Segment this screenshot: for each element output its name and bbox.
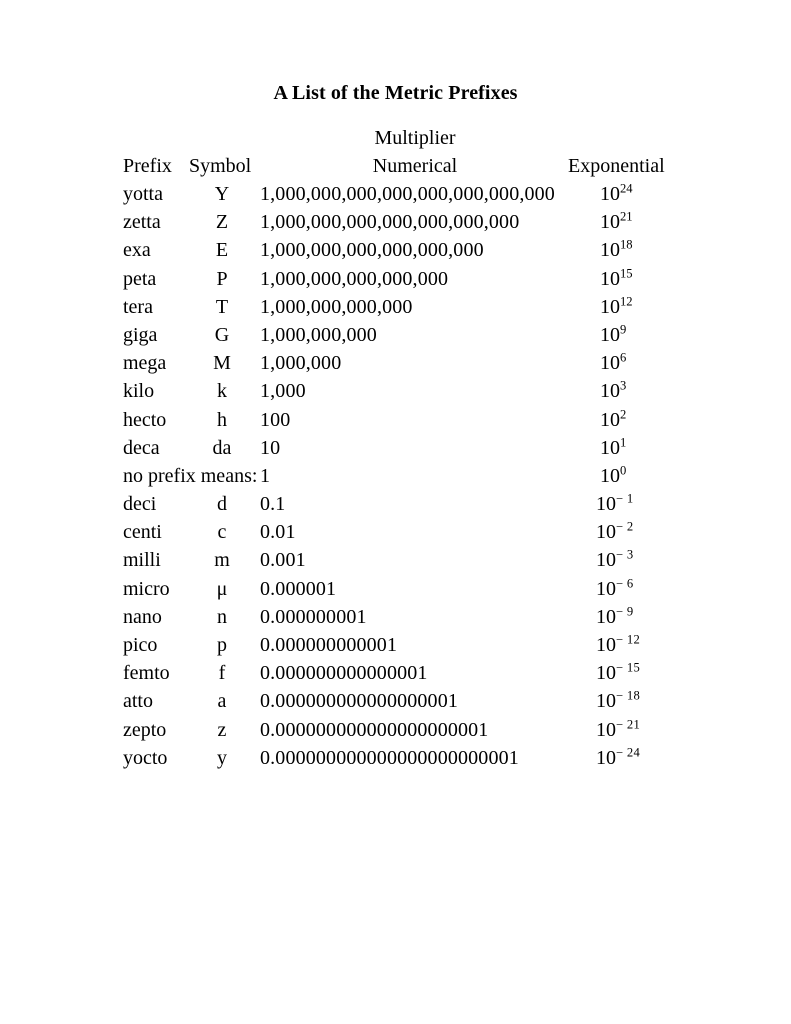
exponential-base: 10 bbox=[596, 634, 616, 656]
cell-prefix: nano bbox=[123, 605, 162, 628]
exponential-exponent: − 3 bbox=[616, 547, 634, 562]
cell-prefix: zepto bbox=[123, 718, 167, 741]
cell-exponential bbox=[600, 380, 626, 403]
exponential-exponent: 1 bbox=[620, 435, 627, 450]
table-row bbox=[0, 352, 791, 380]
table-row bbox=[0, 662, 791, 690]
cell-numerical: 1,000,000,000,000,000,000,000 bbox=[260, 211, 520, 234]
exponential-base: 10 bbox=[600, 380, 620, 403]
cell-exponential bbox=[600, 296, 633, 319]
cell-numerical: 0.1 bbox=[260, 493, 286, 516]
metric-prefix-table-body bbox=[0, 183, 791, 775]
table-row bbox=[0, 690, 791, 718]
cell-symbol: E bbox=[215, 239, 229, 262]
cell-numerical: 0.000000001 bbox=[260, 605, 367, 628]
exponential-base: 10 bbox=[596, 493, 616, 516]
exponential-base: 10 bbox=[596, 690, 616, 713]
cell-prefix: hecto bbox=[123, 408, 167, 431]
exponential-exponent: 12 bbox=[620, 294, 633, 309]
cell-prefix: pico bbox=[123, 634, 158, 656]
exponential-base: 10 bbox=[596, 605, 616, 628]
cell-prefix: giga bbox=[123, 323, 158, 346]
cell-exponential bbox=[600, 324, 626, 347]
table-row bbox=[0, 549, 791, 577]
cell-prefix: zetta bbox=[123, 211, 161, 234]
cell-numerical: 1,000,000,000,000 bbox=[260, 295, 413, 318]
table-row bbox=[0, 575, 791, 606]
exponential-exponent: − 15 bbox=[616, 660, 641, 675]
cell-symbol: m bbox=[214, 549, 230, 572]
cell-numerical: 0.000000000000000000000001 bbox=[260, 746, 519, 769]
cell-symbol: z bbox=[217, 718, 227, 741]
cell-prefix: atto bbox=[123, 690, 153, 713]
table-row bbox=[0, 183, 791, 211]
table-row bbox=[0, 747, 791, 775]
cell-numerical: 1,000,000 bbox=[260, 352, 342, 375]
cell-exponential bbox=[600, 465, 626, 488]
exponential-base: 10 bbox=[596, 549, 616, 572]
cell-prefix: mega bbox=[123, 352, 167, 375]
cell-exponential bbox=[596, 662, 640, 685]
exponential-exponent: − 2 bbox=[616, 519, 634, 534]
table-row bbox=[0, 296, 791, 324]
cell-exponential bbox=[600, 437, 626, 460]
table-header-row bbox=[0, 155, 791, 181]
cell-numerical: 0.000000000000001 bbox=[260, 662, 428, 685]
cell-numerical: 1,000 bbox=[260, 380, 306, 403]
cell-numerical: 0.000000000001 bbox=[260, 634, 398, 656]
cell-symbol: G bbox=[214, 323, 230, 346]
table-row bbox=[0, 324, 791, 352]
exponential-exponent: 15 bbox=[620, 265, 633, 280]
table-row bbox=[0, 437, 791, 465]
cell-numerical: 1,000,000,000,000,000,000,000,000 bbox=[260, 183, 555, 205]
cell-symbol: k bbox=[217, 380, 227, 403]
exponential-exponent: 9 bbox=[620, 322, 627, 337]
cell-exponential bbox=[596, 521, 633, 544]
cell-prefix: femto bbox=[123, 662, 170, 685]
cell-numerical: 0.000001 bbox=[260, 577, 337, 600]
exponential-base: 10 bbox=[600, 464, 620, 487]
cell-symbol: da bbox=[212, 436, 232, 459]
exponential-exponent: − 12 bbox=[616, 632, 641, 647]
cell-numerical: 0.000000000000000000001 bbox=[260, 718, 489, 741]
exponential-exponent: − 21 bbox=[616, 716, 641, 731]
exponential-exponent: − 9 bbox=[616, 604, 634, 619]
table-row bbox=[0, 380, 791, 408]
exponential-exponent: − 6 bbox=[616, 575, 634, 590]
cell-symbol: M bbox=[213, 352, 231, 375]
cell-exponential bbox=[600, 239, 633, 262]
table-row bbox=[0, 265, 791, 296]
exponential-base: 10 bbox=[600, 436, 620, 459]
cell-prefix: micro bbox=[123, 577, 170, 600]
exponential-base: 10 bbox=[600, 267, 620, 290]
cell-symbol: p bbox=[217, 634, 227, 656]
cell-numerical: 100 bbox=[260, 408, 291, 431]
column-header-exponential: Exponential bbox=[568, 155, 665, 177]
cell-numerical: 1,000,000,000,000,000 bbox=[260, 267, 449, 290]
table-row bbox=[0, 211, 791, 239]
cell-numerical: 1,000,000,000 bbox=[260, 323, 377, 346]
cell-numerical: 0.01 bbox=[260, 521, 296, 544]
exponential-base: 10 bbox=[600, 183, 620, 205]
cell-prefix: peta bbox=[123, 267, 157, 290]
cell-symbol: μ bbox=[216, 577, 228, 600]
cell-numerical: 0.000000000000000001 bbox=[260, 690, 458, 713]
column-header-symbol: Symbol bbox=[189, 155, 252, 177]
column-header-numerical: Numerical bbox=[372, 155, 458, 177]
exponential-exponent: 3 bbox=[620, 378, 627, 393]
column-group-header-multiplier: Multiplier bbox=[374, 127, 456, 149]
exponential-base: 10 bbox=[596, 662, 616, 685]
exponential-exponent: 6 bbox=[620, 350, 627, 365]
cell-prefix: yocto bbox=[123, 746, 168, 769]
exponential-base: 10 bbox=[596, 577, 616, 600]
exponential-exponent: − 24 bbox=[616, 745, 641, 760]
cell-prefix: centi bbox=[123, 521, 162, 544]
cell-prefix: deci bbox=[123, 493, 157, 516]
exponential-base: 10 bbox=[600, 239, 620, 262]
cell-prefix: yotta bbox=[123, 183, 163, 205]
cell-exponential bbox=[600, 265, 633, 291]
exponential-exponent: 18 bbox=[620, 237, 633, 252]
cell-numerical: 1 bbox=[260, 464, 271, 487]
exponential-base: 10 bbox=[596, 746, 616, 769]
cell-exponential bbox=[596, 747, 640, 770]
cell-prefix: exa bbox=[123, 239, 151, 262]
cell-exponential bbox=[596, 634, 640, 657]
exponential-base: 10 bbox=[600, 211, 620, 234]
cell-exponential bbox=[596, 549, 633, 572]
cell-symbol: c bbox=[217, 521, 227, 544]
cell-numerical: 1,000,000,000,000,000,000 bbox=[260, 239, 484, 262]
exponential-exponent: 2 bbox=[620, 406, 627, 421]
table-row bbox=[0, 634, 791, 662]
column-header-prefix: Prefix bbox=[123, 155, 172, 177]
exponential-exponent: − 18 bbox=[616, 688, 641, 703]
cell-symbol: h bbox=[217, 408, 227, 431]
cell-symbol: y bbox=[217, 746, 227, 769]
cell-exponential bbox=[600, 211, 633, 234]
cell-symbol: n bbox=[217, 605, 227, 628]
table-row bbox=[0, 606, 791, 634]
exponential-exponent: 24 bbox=[620, 181, 633, 196]
cell-numerical: 10 bbox=[260, 436, 281, 459]
cell-prefix: tera bbox=[123, 295, 153, 318]
cell-exponential bbox=[600, 352, 626, 375]
cell-exponential bbox=[596, 716, 641, 742]
exponential-base: 10 bbox=[600, 408, 620, 431]
table-row bbox=[0, 716, 791, 747]
cell-prefix: deca bbox=[123, 436, 160, 459]
cell-exponential bbox=[600, 183, 633, 206]
cell-exponential bbox=[600, 406, 627, 432]
exponential-base: 10 bbox=[600, 295, 620, 318]
exponential-exponent: 21 bbox=[620, 209, 633, 224]
cell-symbol: d bbox=[217, 493, 227, 516]
cell-symbol: Y bbox=[214, 183, 230, 205]
exponential-base: 10 bbox=[600, 352, 620, 375]
no-prefix-note: no prefix means: bbox=[123, 464, 258, 487]
exponential-base: 10 bbox=[596, 521, 616, 544]
exponential-exponent: 0 bbox=[620, 463, 627, 478]
page-title: A List of the Metric Prefixes bbox=[273, 82, 518, 104]
cell-prefix: milli bbox=[123, 549, 161, 572]
table-row bbox=[0, 521, 791, 549]
cell-exponential bbox=[596, 493, 633, 516]
cell-numerical: 0.001 bbox=[260, 549, 306, 572]
table-row bbox=[0, 465, 791, 493]
cell-exponential bbox=[596, 606, 633, 629]
table-row bbox=[0, 493, 791, 521]
table-row bbox=[0, 239, 791, 267]
cell-symbol: T bbox=[215, 295, 229, 318]
cell-symbol: a bbox=[217, 690, 227, 713]
cell-prefix: kilo bbox=[123, 380, 155, 403]
exponential-base: 10 bbox=[596, 718, 616, 741]
cell-symbol: f bbox=[218, 662, 226, 685]
cell-exponential bbox=[596, 690, 640, 713]
cell-exponential bbox=[596, 575, 634, 601]
exponential-base: 10 bbox=[600, 323, 620, 346]
cell-symbol: Z bbox=[215, 211, 229, 234]
table-row bbox=[0, 406, 791, 437]
cell-symbol: P bbox=[216, 267, 228, 290]
exponential-exponent: − 1 bbox=[616, 491, 634, 506]
